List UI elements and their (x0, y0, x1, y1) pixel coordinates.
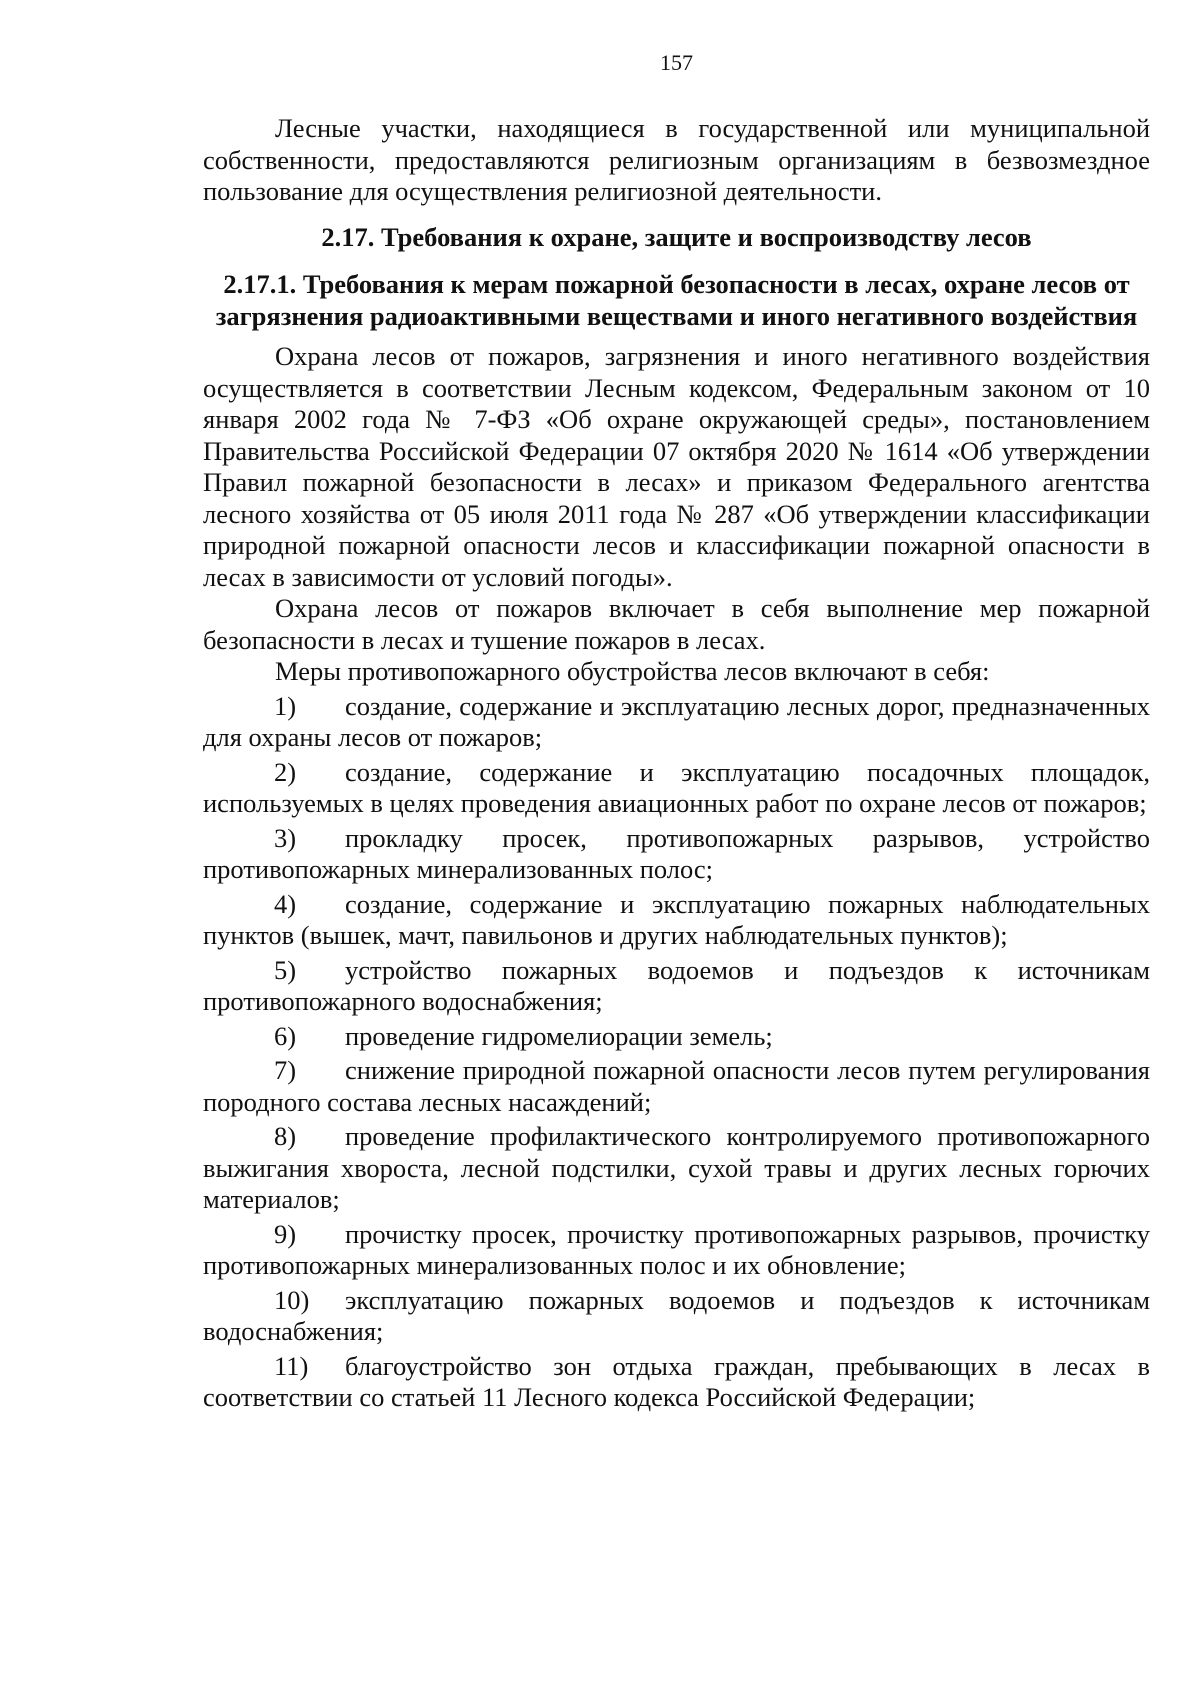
list-item-number: 6) (274, 1020, 297, 1051)
list-item-text: создание, содержание и эксплуатацию посадочных площадок, используемых в целях проведения авиационных работ по охране лесов от пожаров; (203, 756, 1150, 818)
document-page (203, 50, 1150, 1414)
list-item-text: эксплуатацию пожарных водоемов и подъездов к источникам водоснабжения; (203, 1284, 1150, 1346)
list-item-text: прочистку просек, прочистку противопожарных разрывов, прочистку противопожарных минерализованных полос и их обновление; (203, 1218, 1150, 1280)
list-item-number: 8) (274, 1121, 297, 1151)
list-item-number: 5) (274, 954, 297, 985)
list-item-number: 9) (274, 1218, 297, 1249)
list-item (203, 691, 1150, 754)
list-item-text: снижение природной пожарной опасности лесов путем регулирования породного состава лесных насаждений; (203, 1055, 1150, 1117)
intro-paragraph: Лесные участки, находящиеся в государственной или муниципальной собственности, предоставляются религиозным организациям в безвозмездное пользование для осуществления религиозной деятельности. (203, 113, 1150, 206)
list-item-text: создание, содержание и эксплуатацию лесных дорог, предназначенных для охраны лесов от пожаров; (203, 690, 1150, 752)
list-item-number: 7) (274, 1055, 297, 1085)
list-item (203, 1021, 1150, 1053)
paragraph-fire-protection: Охрана лесов от пожаров включает в себя выполнение мер пожарной безопасности в лесах и тушение пожаров в лесах. (203, 593, 1150, 655)
list-item-number: 3) (274, 822, 297, 853)
list-item (203, 1219, 1150, 1282)
list-item (203, 889, 1150, 952)
list-item-text: прокладку просек, противопожарных разрывов, устройство противопожарных минерализованных полос; (203, 822, 1150, 884)
measures-list (203, 691, 1150, 1414)
list-item (203, 757, 1150, 820)
list-item-number: 10) (274, 1284, 310, 1315)
list-item (203, 823, 1150, 886)
subsection-heading: 2.17.1. Требования к мерам пожарной безопасности в лесах, охране лесов от загрязнения радиоактивными веществами и иного негативного воздействия (215, 269, 1138, 331)
list-item (203, 1055, 1150, 1118)
list-item (203, 1285, 1150, 1348)
paragraph-legal-basis: Охрана лесов от пожаров, загрязнения и иного негативного воздействия осуществляется в соответствии Лесным кодексом, Федеральным законом от 10 января 2002 года № 7-ФЗ «Об охране окружающей среды», постановлением Правительства Российской Федерации 07 октября 2020 № 1614 «Об утверждении Правил пожарной безопасности в лесах» и приказом Федерального агентства лесного хозяйства от 05 июля 2011 года № 287 «Об утверждении классификации природной пожарной опасности лесов и классификации пожарной опасности в лесах в зависимости от условий погоды». (203, 341, 1150, 592)
page-number: 157 (660, 50, 693, 75)
paragraph-measures-intro: Меры противопожарного обустройства лесов включают в себя: (275, 656, 990, 686)
list-item-text: проведение гидромелиорации земель; (345, 1020, 773, 1051)
list-item-number: 11) (274, 1350, 309, 1381)
list-item-text: создание, содержание и эксплуатацию пожарных наблюдательных пунктов (вышек, мачт, павильонов и других наблюдательных пунктов); (203, 888, 1150, 950)
list-item-number: 2) (274, 756, 297, 787)
list-item-text: проведение профилактического контролируемого противопожарного выжигания хвороста, лесной подстилки, сухой травы и других лесных горючих материалов; (203, 1121, 1150, 1214)
section-heading: 2.17. Требования к охране, защите и воспроизводству лесов (321, 221, 1032, 252)
list-item-text: благоустройство зон отдыха граждан, пребывающих в лесах в соответствии со статьей 11 Лесного кодекса Российской Федерации; (203, 1350, 1150, 1412)
list-item (203, 1351, 1150, 1414)
list-item-text: устройство пожарных водоемов и подъездов к источникам противопожарного водоснабжения; (203, 954, 1150, 1016)
list-item (203, 955, 1150, 1018)
list-item (203, 1121, 1150, 1216)
list-item-number: 1) (274, 690, 297, 721)
list-item-number: 4) (274, 888, 297, 919)
